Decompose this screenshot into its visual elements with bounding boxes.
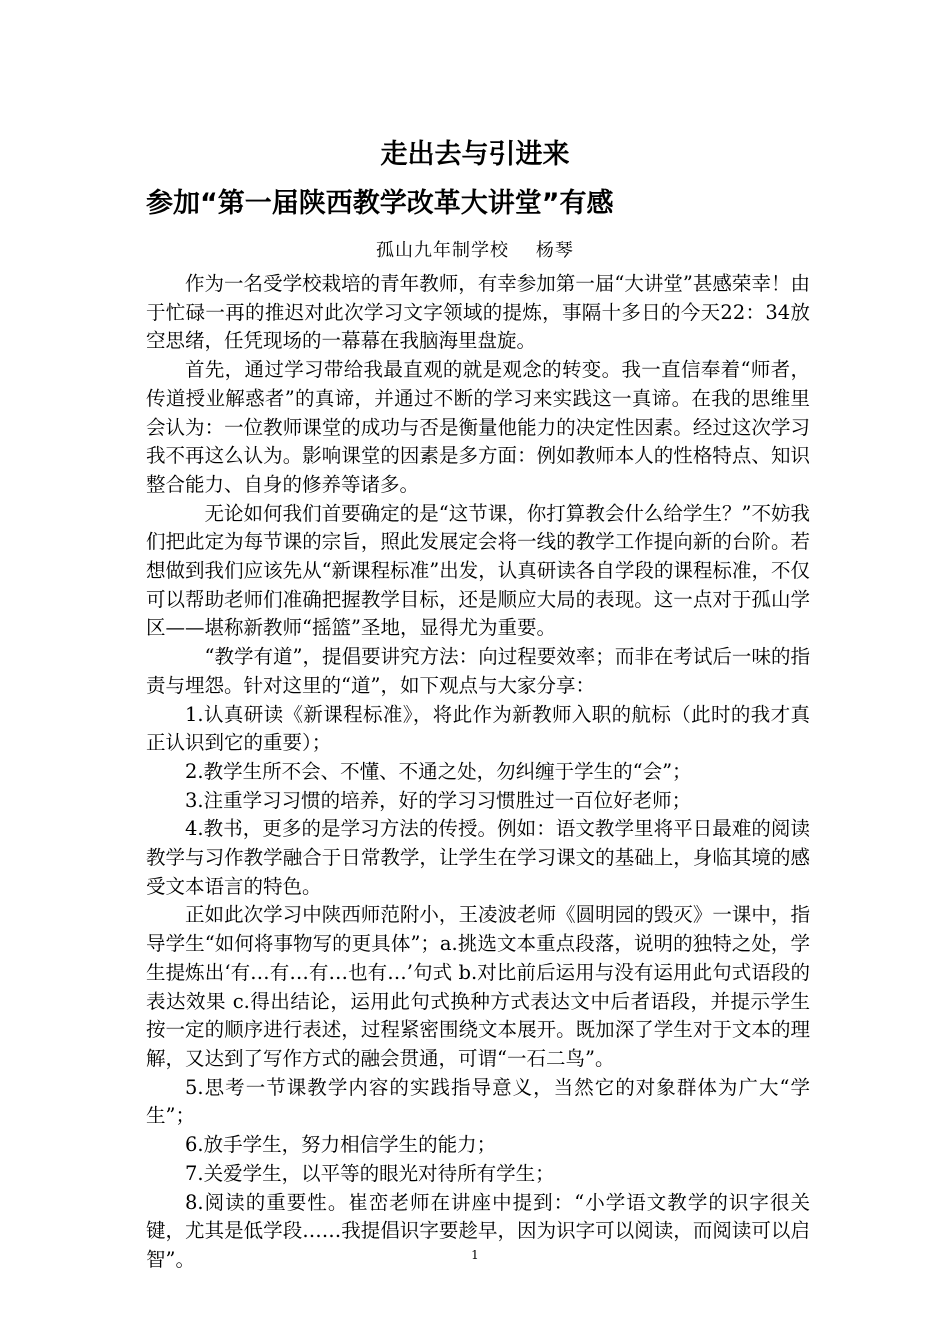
document-body (146, 270, 810, 1275)
paragraph-intro: 作为一名受学校栽培的青年教师，有幸参加第一届“大讲堂”甚感荣幸！由于忙碌一再的推迟对此次学习文字领域的提炼，事隔十多日的今天22：34放空思绪，任凭现场的一幕幕在我脑海里盘旋。 (146, 272, 810, 353)
paragraph-first: 首先，通过学习带给我最直观的就是观念的转变。我一直信奉着“师者，传道授业解惑者”的真谛，并通过不断的学习来实践这一真谛。在我的思维里会认为：一位教师课堂的成功与否是衡量他能力的决定性因素。经过这次学习我不再这么认为。影响课堂的因素是多方面：例如教师本人的性格特点、知识整合能力、自身的修养等诸多。 (146, 358, 810, 496)
list-item-3: 3.注重学习习惯的培养，好的学习习惯胜过一百位好老师； (185, 788, 692, 812)
paragraph-method: “教学有道”，提倡要讲究方法：向过程要效率；而非在考试后一味的指责与埋怨。针对这里的“道”，如下观点与大家分享： (146, 645, 810, 697)
list-item-2: 2.教学生所不会、不懂、不通之处，勿纠缠于学生的“会”； (185, 759, 692, 783)
document-title: 走出去与引进来 (380, 139, 570, 170)
paragraph-goal: 无论如何我们首要确定的是“这节课，你打算教会什么给学生？”不妨我们把此定为每节课的宗旨，照此发展定会将一线的教学工作提向新的台阶。若想做到我们应该先从“新课程标准”出发，认真研读各自学段的课程标准，不仅可以帮助老师们准确把握教学目标，还是顺应大局的表现。这一点对于孤山学区——堪称新教师“摇篮”圣地，显得尤为重要。 (146, 501, 810, 640)
list-item-4: 4.教书，更多的是学习方法的传授。例如：语文教学里将平日最难的阅读教学与习作教学融合于日常教学，让学生在学习课文的基础上，身临其境的感受文本语言的特色。 (146, 817, 810, 898)
author-line: 孤山九年制学校 杨琴 (376, 240, 574, 261)
list-item-6: 6.放手学生，努力相信学生的能力； (185, 1133, 497, 1157)
list-item-8: 8.阅读的重要性。崔峦老师在讲座中提到：“小学语文教学的识字很关键，尤其是低学段……我提倡识字要趁早，因为识字可以阅读，而阅读可以启智”。 (146, 1190, 810, 1271)
list-item-5: 5.思考一节课教学内容的实践指导意义，当然它的对象群体为广大“学生”； (146, 1075, 810, 1128)
paragraph-example: 正如此次学习中陕西师范附小，王凌波老师《圆明园的毁灭》一课中，指导学生“如何将事物写的更具体”；a.挑选文本重点段落，说明的独特之处，学生提炼出‘有…有…有…也有…’句式 b.对比前后运用与没有运用此句式语段的表达效果 c.得出结论，运用此句式换种方式表达文中后者语段，并提示学生按一定的顺序进行表述，过程紧密围绕文本展开。既加深了学生对于文本的理解，又达到了写作方式的融会贯通，可谓“一石二鸟”。 (146, 903, 810, 1070)
document-subtitle: 参加“第一届陕西教学改革大讲堂”有感 (146, 188, 614, 219)
page-number: 1 (471, 1248, 479, 1262)
list-item-1: 1.认真研读《新课程标准》，将此作为新教师入职的航标（此时的我才真正认识到它的重要）； (146, 702, 810, 755)
list-item-7: 7.关爱学生，以平等的眼光对待所有学生； (185, 1161, 555, 1185)
